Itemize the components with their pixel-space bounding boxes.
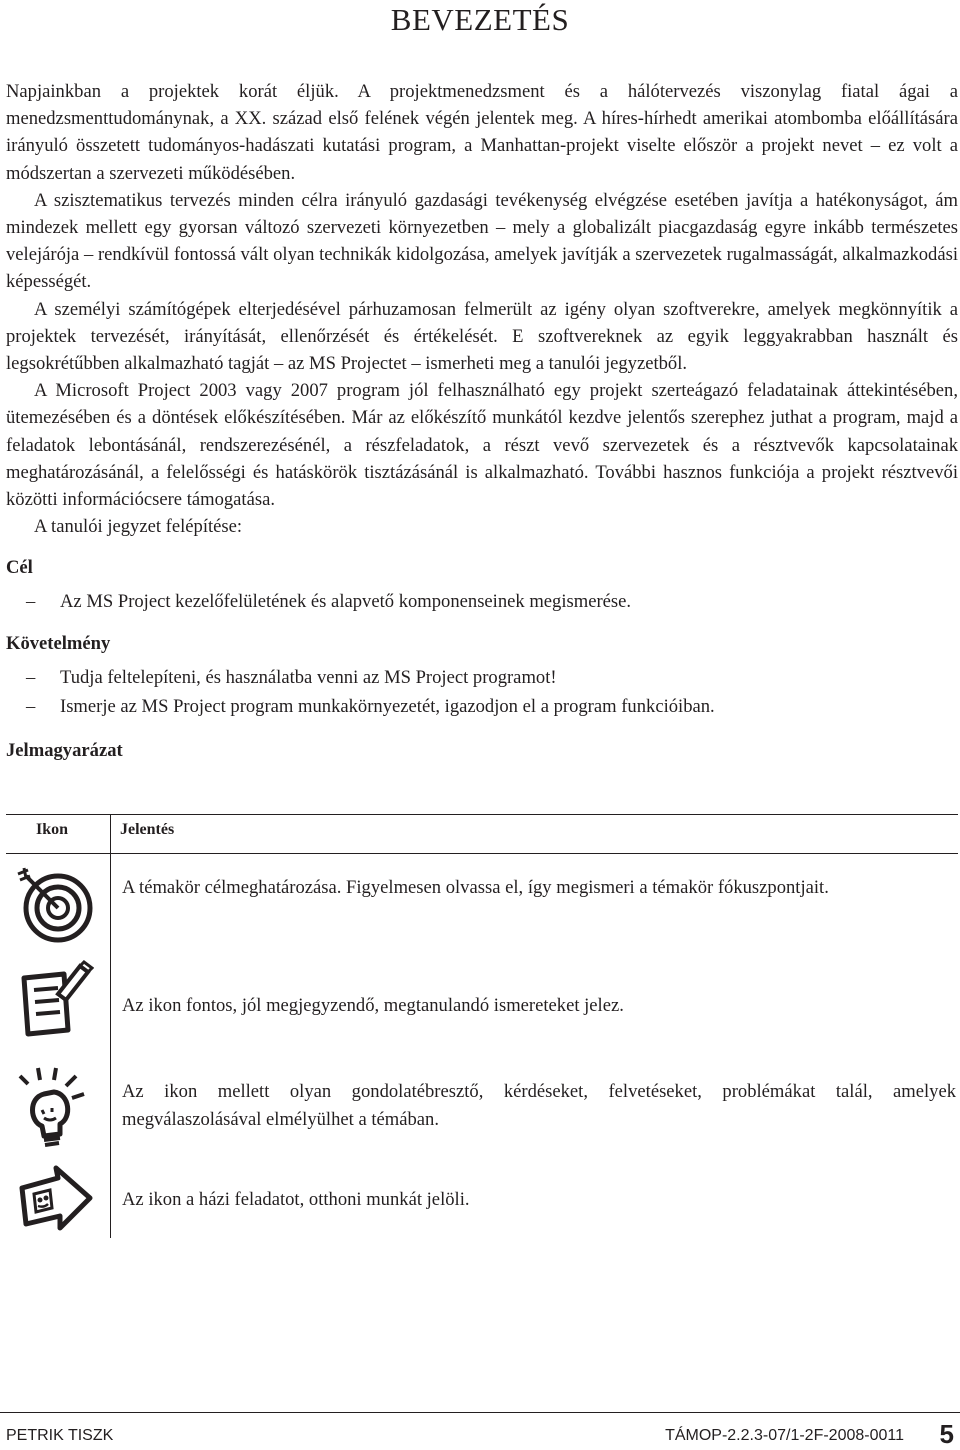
legend-row-text: Az ikon a házi feladatot, otthoni munkát jelöli. bbox=[122, 1189, 470, 1210]
target-icon bbox=[14, 864, 96, 949]
footer-project-code: TÁMOP-2.2.3-07/1-2F-2008-0011 bbox=[665, 1427, 904, 1444]
legend-row-text: Az ikon mellett olyan gondolatébresztő, kérdéseket, felvetéseket, problémákat talál, amelyek megválaszolásával elmélyülhet a témában. bbox=[122, 1081, 956, 1130]
dash-bullet: – bbox=[26, 591, 36, 613]
list-item bbox=[6, 692, 958, 721]
paragraph-ms-project: A Microsoft Project 2003 vagy 2007 program jól felhasználható egy projekt szerteágazó feladatainak áttekintésében, ütemezésében és a döntések előkészítésében. Már az előkészítő munkától kezdve jelentős szerephez juthat a program, majd a feladatok lebontásánál, rendszerezésénél, a részfeladatok, a részt vevő szervezetek és a résztvevők kapcsolatainak meghatározásánál, a felelősségi és hatáskörök tisztázásánál is alkalmazható. További hasznos funkciója a projekt résztvevői közötti információcsere támogatása. bbox=[6, 380, 958, 511]
legend-row-text: A témakör célmeghatározása. Figyelmesen olvassa el, így megismeri a témakör fókuszpontjait. bbox=[122, 877, 829, 898]
dash-bullet: – bbox=[26, 667, 36, 689]
lightbulb-icon bbox=[14, 1064, 96, 1153]
kovetelmeny-list bbox=[6, 663, 958, 721]
list-item-text: Ismerje az MS Project program munkakörnyezetét, igazodjon el a program funkcióiban. bbox=[60, 696, 715, 718]
note-pen-icon bbox=[14, 960, 96, 1045]
legend-col-meaning: Jelentés bbox=[120, 821, 175, 838]
paragraph-planning: A szisztematikus tervezés minden célra irányuló gazdasági tevékenység elvégzése esetében javítja a hatékonyságot, ám mindezek mellett egy gyorsan változó szervezeti környezetben – mely a globalizált piacgazdaság egyre inkább természetes velejárója – rendkívül fontossá vált olyan technikák kidolgozása, amelyek javítják a szervezetek rugalmasságát, alkalmazkodási képességét. bbox=[6, 189, 958, 293]
legend-table-header bbox=[6, 814, 958, 854]
legend-column-divider bbox=[110, 814, 111, 1238]
paragraph-software: A személyi számítógépek elterjedésével párhuzamosan felmerült az igény olyan szoftverekre, amelyek megkönnyítik a projektek tervezését, irányítását, ellenőrzését és értékelését. E szoftvereknek az egyik leggyakrabban használt és legsokrétűbben alkalmazható tagját – az MS Projectet – ismerheti meg a tanulói jegyzetből. bbox=[6, 298, 958, 375]
page-title: BEVEZETÉS bbox=[390, 2, 570, 37]
list-item bbox=[6, 663, 958, 692]
list-item bbox=[6, 587, 958, 616]
paragraph-intro: Napjainkban a projektek korát éljük. A projektmenedzsment és a hálótervezés viszonylag fiatal ágai a menedzsmenttudománynak, a XX. század első felének végén jelentek meg. A híres-hírhedt amerikai atombomba előállítására irányuló összetett tudományos-hadászati kutatási program, a Manhattan-projekt viselte először a projekt nevet – ez volt a módszertan a szervezeti működésében. bbox=[6, 81, 958, 184]
legend-heading: Jelmagyarázat bbox=[6, 740, 123, 762]
legend-row-text: Az ikon fontos, jól megjegyzendő, megtanulandó ismereteket jelez. bbox=[122, 995, 624, 1016]
kovetelmeny-heading: Követelmény bbox=[6, 633, 111, 655]
cel-list bbox=[6, 587, 958, 616]
legend-col-icon: Ikon bbox=[36, 821, 69, 838]
footer-publisher: PETRIK TISZK bbox=[6, 1427, 114, 1444]
page-footer bbox=[0, 1412, 960, 1448]
cel-heading: Cél bbox=[6, 557, 33, 579]
list-item-text: Tudja feltelepíteni, és használatba venni az MS Project programot! bbox=[60, 667, 557, 689]
list-item-text: Az MS Project kezelőfelületének és alapvető komponenseinek megismerése. bbox=[60, 591, 632, 613]
body-text bbox=[6, 78, 958, 764]
dash-bullet: – bbox=[26, 696, 36, 718]
paragraph-structure: A tanulói jegyzet felépítése: bbox=[34, 516, 243, 538]
page-number: 5 bbox=[939, 1419, 954, 1449]
home-work-icon bbox=[14, 1164, 96, 1243]
